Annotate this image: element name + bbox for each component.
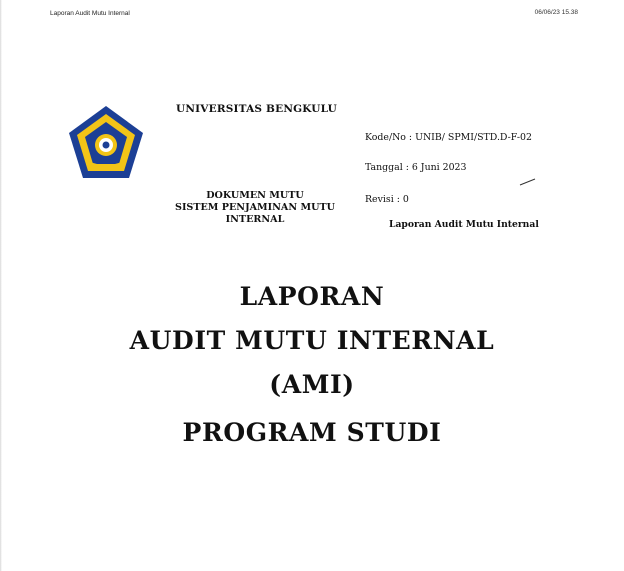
document-type-line-3: INTERNAL <box>225 214 285 225</box>
university-name: UNIVERSITAS BENGKULU <box>176 103 337 115</box>
document-type <box>160 190 350 226</box>
pen-mark-icon <box>519 178 537 186</box>
cover-title-line-3: (AMI) <box>269 370 355 399</box>
document-type-line-2: SISTEM PENJAMINAN MUTU <box>175 202 335 213</box>
document-revision: Revisi : 0 <box>365 194 409 205</box>
document-code: Kode/No : UNIB/ SPMI/STD.D-F-02 <box>365 132 532 143</box>
running-header-timestamp: 06/06/23 15.38 <box>534 9 578 16</box>
cover-title-line-4: PROGRAM STUDI <box>182 418 442 447</box>
document-date: Tanggal : 6 Juni 2023 <box>365 162 467 173</box>
running-header-title: Laporan Audit Mutu Internal <box>50 10 130 17</box>
document-type-line-1: DOKUMEN MUTU <box>206 190 304 201</box>
document-short-title: Laporan Audit Mutu Internal <box>389 219 539 230</box>
university-logo-icon <box>66 104 146 184</box>
cover-title-line-2: AUDIT MUTU INTERNAL <box>129 326 495 355</box>
cover-title-line-1: LAPORAN <box>239 282 385 311</box>
